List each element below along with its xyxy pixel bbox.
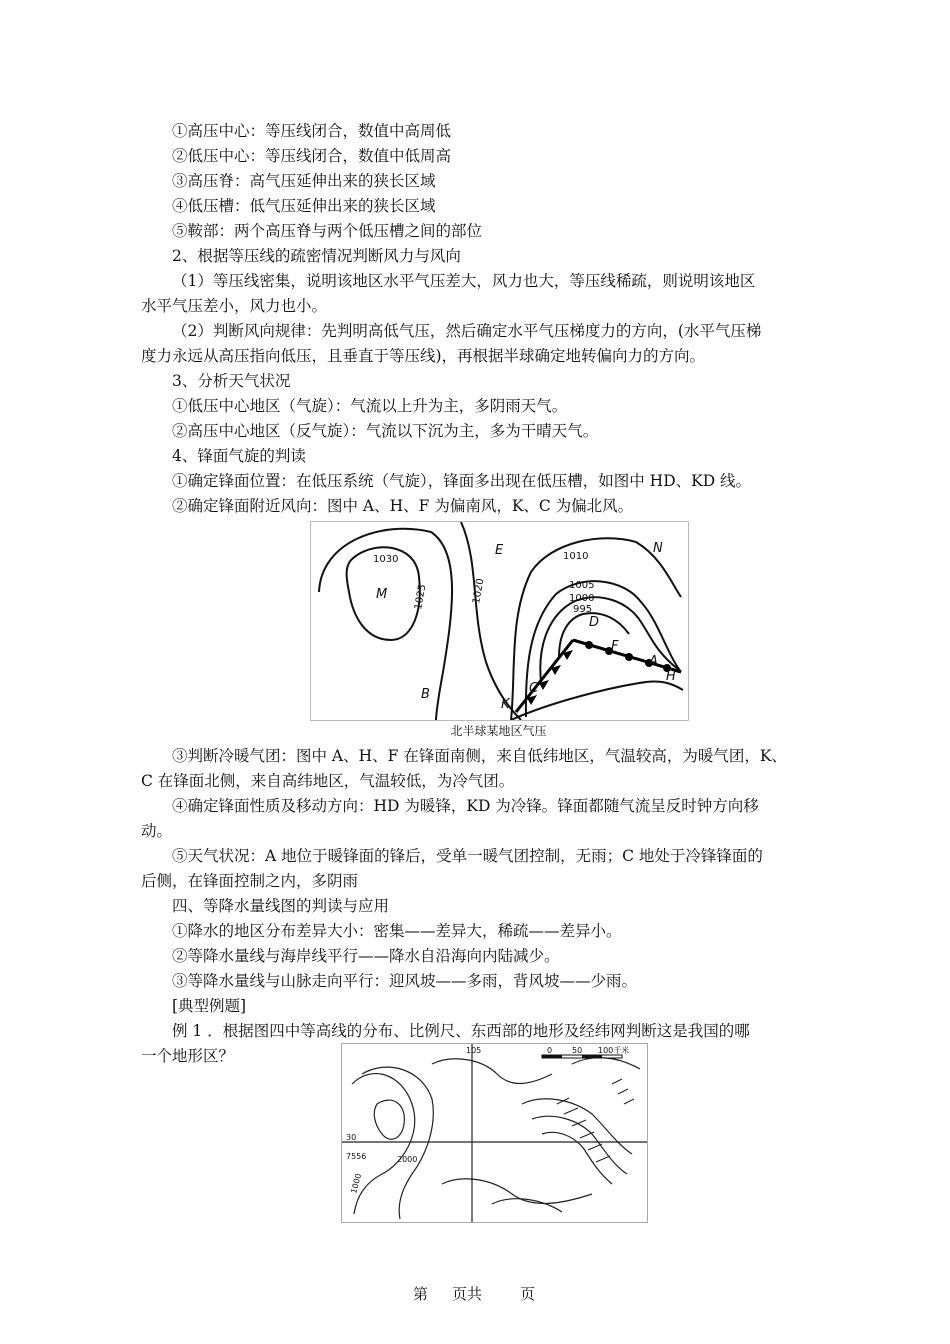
text-line: C 在锋面北侧，来自高纬地区，气温较低，为冷气团。 bbox=[141, 772, 515, 790]
text-line: ③判断冷暖气团：图中 A、H、F 在锋面南侧，来自低纬地区，气温较高，为暖气团，K、 bbox=[172, 747, 787, 765]
point-label: H bbox=[666, 669, 676, 684]
text-line: （2）判断风向规律：先判明高低气压，然后确定水平气压梯度力的方向，(水平气压梯 bbox=[172, 322, 762, 340]
footer-text: 第 bbox=[413, 1285, 429, 1303]
map-label: 50 bbox=[572, 1046, 583, 1055]
point-label: N bbox=[653, 541, 663, 556]
isobar-label: 1025 bbox=[413, 583, 429, 611]
text-line: ②等降水量线与海岸线平行——降水自沿海向内陆减少。 bbox=[172, 947, 560, 965]
footer-text: 页 bbox=[520, 1285, 536, 1303]
text-line: ④低压槽：低气压延伸出来的狭长区域 bbox=[172, 197, 436, 215]
section-heading: 2、根据等压线的疏密情况判断风力与风向 bbox=[172, 247, 461, 265]
text-line: 后侧，在锋面控制之内，多阴雨 bbox=[141, 872, 359, 890]
section-heading: 四、等降水量线图的判读与应用 bbox=[172, 897, 390, 915]
text-line: 动。 bbox=[141, 822, 173, 840]
text-line: 水平气压差小，风力也小。 bbox=[141, 297, 328, 315]
point-label: F bbox=[611, 639, 619, 654]
isobar-label: 1005 bbox=[569, 580, 595, 591]
section-heading: [典型例题] bbox=[172, 997, 247, 1015]
isobar-label: 1010 bbox=[563, 551, 589, 562]
figure-caption: 北半球某地区气压 bbox=[450, 724, 547, 738]
text-line: ②低压中心：等压线闭合，数值中低周高 bbox=[172, 147, 452, 165]
text-line: 例 1 ．根据图四中等高线的分布、比例尺、东西部的地形及经纬网判断这是我国的哪 bbox=[172, 1022, 750, 1040]
isobar-label: 995 bbox=[573, 604, 593, 615]
point-label: C bbox=[529, 681, 539, 696]
contour-map bbox=[342, 1044, 647, 1222]
text-line: （1）等压线密集，说明该地区水平气压差大，风力也大，等压线稀疏，则说明该地区 bbox=[172, 272, 756, 290]
point-label: B bbox=[421, 687, 430, 702]
text-line: 度力永远从高压指向低压，且垂直于等压线)，再根据半球确定地转偏向力的方向。 bbox=[141, 347, 706, 365]
isobar-label: 1000 bbox=[569, 593, 595, 604]
section-heading: 3、分析天气状况 bbox=[172, 372, 291, 390]
map-label: 100千米 bbox=[598, 1046, 630, 1055]
map-label: 0 bbox=[547, 1046, 553, 1055]
isobar-label: 1030 bbox=[373, 554, 399, 565]
map-label: 1000 bbox=[349, 1172, 364, 1195]
text-line: ③高压脊：高气压延伸出来的狭长区域 bbox=[172, 172, 436, 190]
point-label: E bbox=[495, 543, 504, 558]
map-label: 30 bbox=[346, 1133, 357, 1142]
point-label: M bbox=[376, 587, 388, 602]
text-line: ②确定锋面附近风向：图中 A、H、F 为偏南风，K、C 为偏北风。 bbox=[172, 497, 634, 515]
text-line: ①确定锋面位置：在低压系统（气旋），锋面多出现在低压槽，如图中 HD、KD 线。 bbox=[172, 472, 752, 490]
contour-map-figure bbox=[341, 1043, 648, 1223]
isobar-map-figure bbox=[310, 521, 689, 721]
footer-text: 页共 bbox=[452, 1285, 483, 1303]
isobar-label: 1020 bbox=[471, 577, 487, 605]
point-label: K bbox=[501, 697, 510, 712]
point-label: D bbox=[589, 615, 600, 630]
map-label: 7556 bbox=[346, 1152, 367, 1161]
text-line: ④确定锋面性质及移动方向：HD 为暖锋，KD 为冷锋。锋面都随气流呈反时钟方向移 bbox=[172, 797, 759, 815]
text-line: ⑤天气状况：A 地位于暖锋面的锋后，受单一暖气团控制，无雨；C 地处于冷锋锋面的 bbox=[172, 847, 763, 865]
isobar-map bbox=[311, 522, 688, 720]
text-line: ⑤鞍部：两个高压脊与两个低压槽之间的部位 bbox=[172, 222, 483, 240]
section-heading: 4、锋面气旋的判读 bbox=[172, 447, 306, 465]
text-line: ①低压中心地区（气旋）：气流以上升为主，多阴雨天气。 bbox=[172, 397, 568, 415]
text-line: ①降水的地区分布差异大小：密集——差异大，稀疏——差异小。 bbox=[172, 922, 622, 940]
text-line: 一个地形区？ bbox=[141, 1047, 235, 1065]
map-label: 105 bbox=[466, 1046, 482, 1055]
text-line: ②高压中心地区（反气旋）：气流以下沉为主，多为干晴天气。 bbox=[172, 422, 599, 440]
text-line: ③等降水量线与山脉走向平行：迎风坡——多雨，背风坡——少雨。 bbox=[172, 972, 638, 990]
point-label: A bbox=[649, 654, 658, 669]
text-line: ①高压中心：等压线闭合，数值中高周低 bbox=[172, 122, 452, 140]
map-label: 2000 bbox=[397, 1155, 418, 1164]
